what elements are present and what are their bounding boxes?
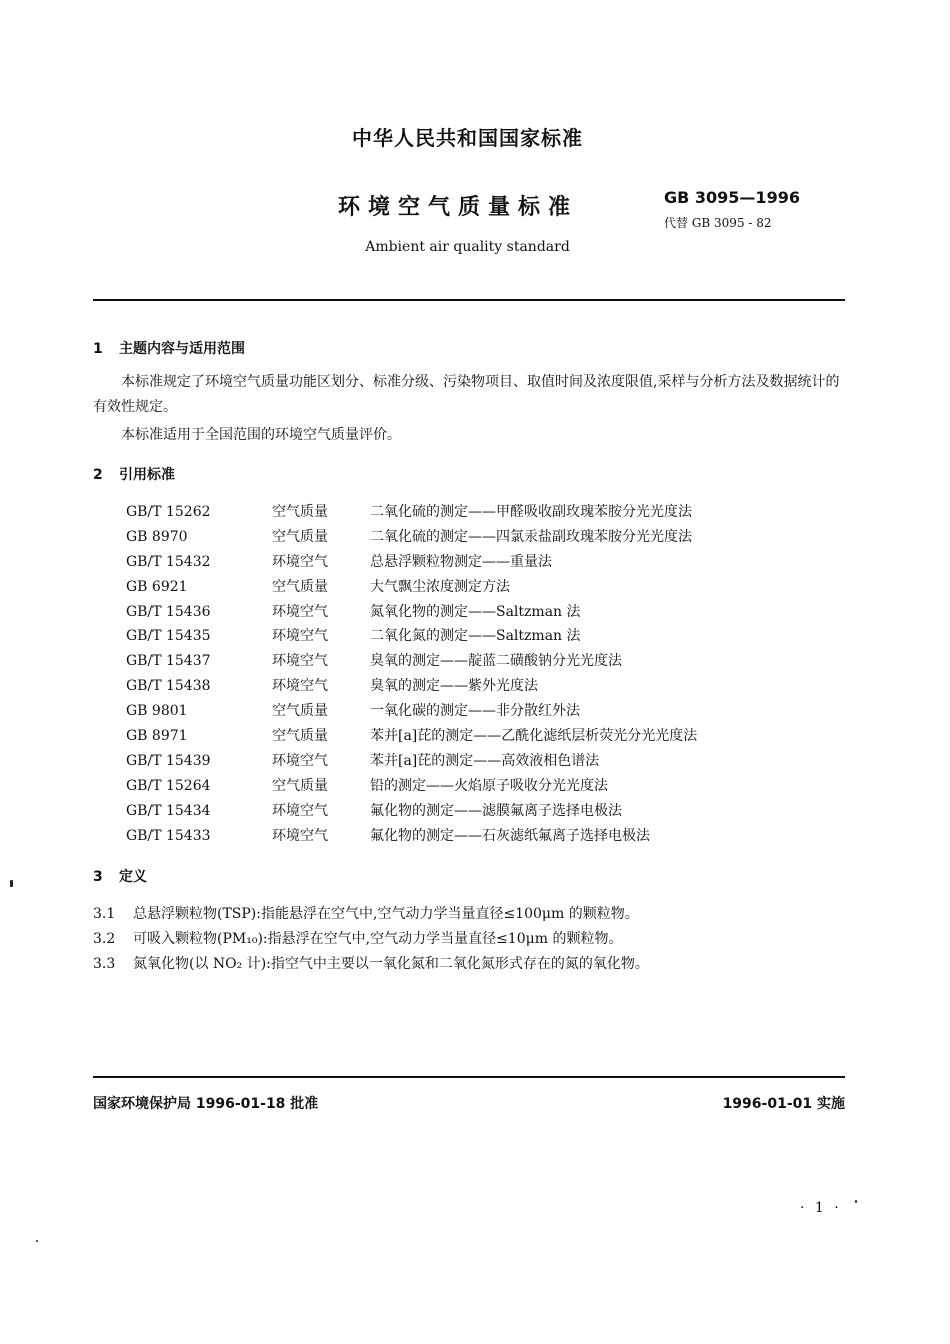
reference-category: 环境空气: [272, 603, 328, 620]
reference-title: 总悬浮颗粒物测定——重量法: [370, 553, 552, 570]
definition-number: 3.3: [93, 956, 116, 972]
reference-code: GB 8970: [126, 528, 188, 545]
reference-code: GB/T 15437: [126, 653, 211, 670]
reference-title: 苯并[a]芘的测定——高效液相色谱法: [370, 752, 600, 769]
reference-category: 环境空气: [272, 628, 328, 645]
reference-code: GB/T 15433: [126, 827, 211, 844]
section-2-heading: [93, 464, 175, 484]
reference-title: 一氧化碳的测定——非分散红外法: [370, 703, 580, 720]
reference-title: 二氧化硫的测定——四氯汞盐副玫瑰苯胺分光光度法: [370, 528, 692, 545]
section-title: 引用标准: [119, 467, 175, 483]
reference-code: GB/T 15432: [126, 553, 211, 570]
reference-category: 空气质量: [272, 728, 328, 745]
reference-code: GB/T 15436: [126, 603, 211, 620]
reference-code: GB 8971: [126, 728, 188, 745]
reference-category: 环境空气: [272, 653, 328, 670]
approval-date: 国家环境保护局 1996-01-18 批准: [93, 1096, 319, 1112]
reference-category: 空气质量: [272, 504, 328, 520]
scan-speck: [36, 1240, 38, 1242]
standard-title: 环境空气质量标准: [338, 195, 579, 220]
scan-speck: [855, 1200, 857, 1203]
footer-divider: [93, 1076, 845, 1078]
section-number: 1: [93, 341, 103, 357]
english-title: Ambient air quality standard: [365, 239, 570, 255]
reference-title: 二氧化硫的测定——甲醛吸收副玫瑰苯胺分光光度法: [370, 504, 692, 520]
reference-title: 臭氧的测定——紫外光度法: [370, 678, 538, 695]
reference-title: 二氧化氮的测定——Saltzman 法: [370, 628, 581, 645]
reference-category: 环境空气: [272, 752, 328, 769]
reference-category: 空气质量: [272, 777, 328, 794]
reference-code: GB/T 15439: [126, 752, 211, 769]
reference-code: GB/T 15264: [126, 777, 211, 794]
reference-code: GB 9801: [126, 703, 188, 720]
reference-title: 大气飘尘浓度测定方法: [370, 578, 510, 595]
reference-title: 臭氧的测定——靛蓝二磺酸钠分光光度法: [370, 653, 622, 670]
scan-speck: [10, 880, 13, 887]
reference-title: 铅的测定——火焰原子吸收分光光度法: [370, 777, 608, 794]
reference-category: 空气质量: [272, 578, 328, 595]
section-number: 3: [93, 869, 103, 885]
replaces-standard: 代替 GB 3095 - 82: [664, 216, 772, 230]
reference-code: GB/T 15438: [126, 678, 211, 695]
definitions-list: [93, 902, 649, 977]
section-1-paragraph-1: [93, 370, 845, 420]
header-divider: [93, 299, 845, 301]
paragraph-text: 本标准适用于全国范围的环境空气质量评价。: [121, 427, 401, 443]
standard-code: GB 3095—1996: [664, 188, 800, 207]
reference-category: 环境空气: [272, 678, 328, 695]
reference-code: GB 6921: [126, 578, 188, 595]
reference-category: 空气质量: [272, 703, 328, 720]
reference-category: 环境空气: [272, 553, 328, 570]
reference-category: 环境空气: [272, 827, 328, 844]
reference-title: 氟化物的测定——石灰滤纸氟离子选择电极法: [370, 827, 650, 844]
reference-title: 苯并[a]芘的测定——乙酰化滤纸层析荧光分光光度法: [370, 728, 698, 745]
definition-item: [93, 952, 649, 977]
definition-number: 3.1: [93, 906, 116, 922]
national-standard-heading: 中华人民共和国国家标准: [352, 126, 583, 150]
section-title: 主题内容与适用范围: [119, 341, 245, 357]
reference-category: 空气质量: [272, 528, 328, 545]
section-title: 定义: [119, 869, 147, 885]
section-number: 2: [93, 467, 103, 483]
reference-code: GB/T 15262: [126, 504, 211, 520]
definition-item: [93, 927, 649, 952]
definition-text: 总悬浮颗粒物(TSP):指能悬浮在空气中,空气动力学当量直径≤100μm 的颗粒物。: [133, 906, 639, 922]
section-3-heading: [93, 866, 147, 886]
reference-title: 氮氧化物的测定——Saltzman 法: [370, 603, 581, 620]
section-1-heading: [93, 338, 245, 358]
page-number: · 1 ·: [800, 1200, 842, 1216]
reference-code: GB/T 15434: [126, 802, 211, 819]
section-1-paragraph-2: [93, 423, 845, 448]
effective-date: 1996-01-01 实施: [722, 1096, 845, 1112]
reference-code: GB/T 15435: [126, 628, 211, 645]
paragraph-text: 本标准规定了环境空气质量功能区划分、标准分级、污染物项目、取值时间及浓度限值,采样与分析方法及数据统计的有效性规定。: [93, 374, 840, 415]
reference-title: 氟化物的测定——滤膜氟离子选择电极法: [370, 802, 622, 819]
definition-text: 氮氧化物(以 NO₂ 计):指空气中主要以一氧化氮和二氧化氮形式存在的氮的氧化物。: [133, 956, 649, 972]
definition-text: 可吸入颗粒物(PM₁₀):指悬浮在空气中,空气动力学当量直径≤10μm 的颗粒物。: [133, 931, 623, 947]
definition-item: [93, 902, 649, 927]
reference-category: 环境空气: [272, 802, 328, 819]
definition-number: 3.2: [93, 931, 116, 947]
